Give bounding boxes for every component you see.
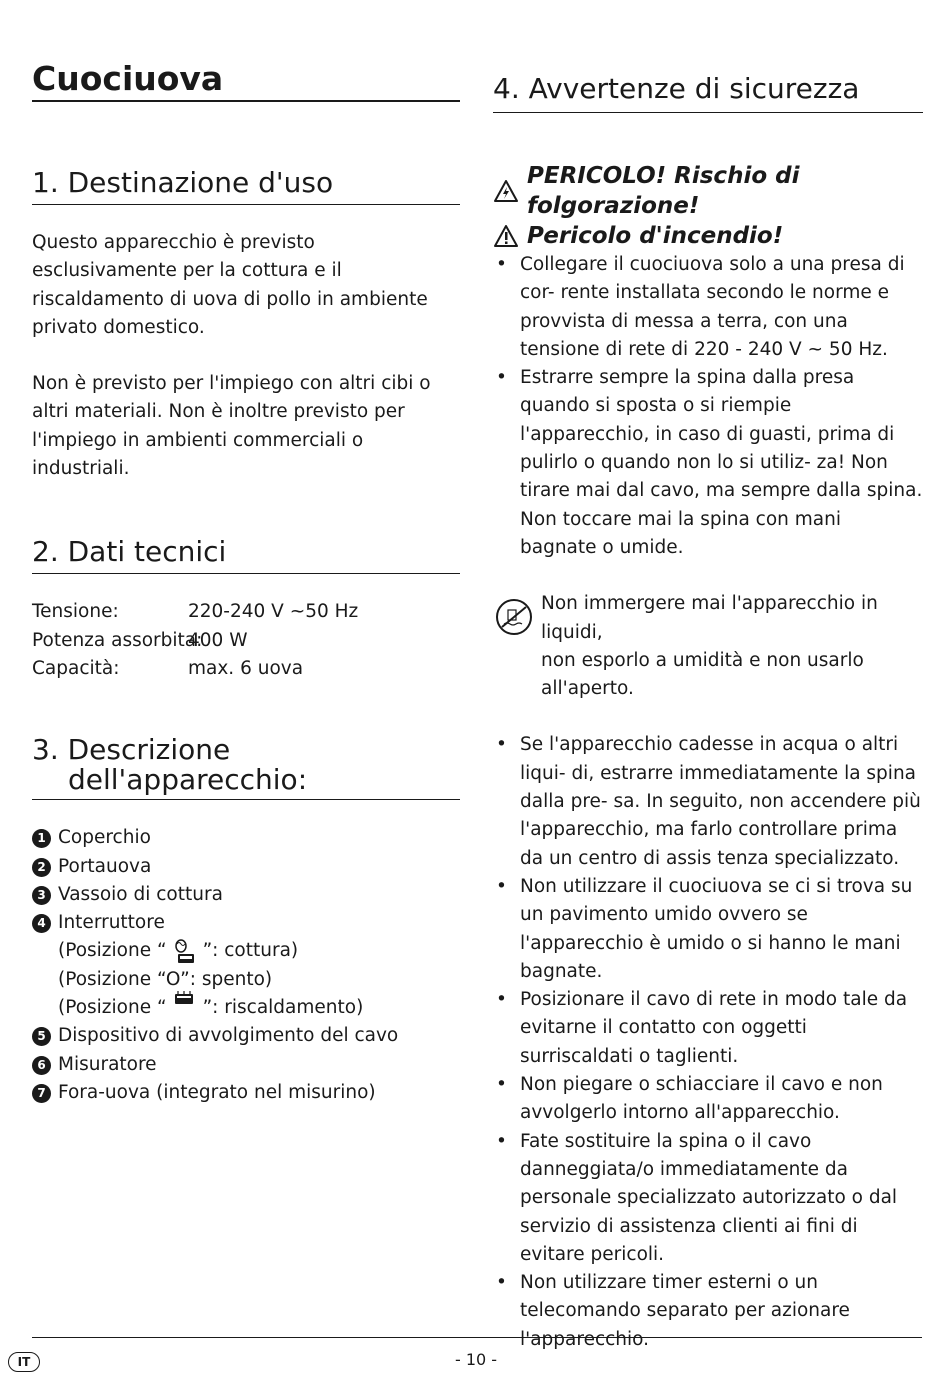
part-label: Coperchio bbox=[58, 827, 151, 849]
spec-value: 400 W bbox=[188, 629, 248, 651]
left-column bbox=[32, 58, 460, 1107]
switch-position-cook bbox=[32, 937, 460, 965]
language-badge: IT bbox=[8, 1352, 40, 1372]
bullet-text: Estrarre sempre la spina dalla presa quando si sposta o si riempie l'apparecchio, in caso di guasti, prima di pulirlo o quando non lo si utiliz- za! Non tirare mai dal cavo, ma sempre dalla spina. Non toccare mai la spina con mani bagnate o umide. bbox=[520, 367, 923, 558]
section-3-title bbox=[32, 735, 460, 800]
section-3-title-line2: dell'apparecchio: bbox=[68, 763, 308, 797]
part-label: Fora-uova (integrato nel misurino) bbox=[58, 1081, 376, 1103]
number-badge: 1 bbox=[32, 829, 51, 848]
keep-warm-icon bbox=[171, 990, 199, 1016]
section-1-title: 1. Destinazione d'uso bbox=[32, 166, 460, 205]
spec-value: 220-240 V ~50 Hz bbox=[188, 601, 359, 623]
list-item bbox=[32, 909, 460, 937]
high-voltage-warning-icon bbox=[493, 179, 519, 203]
part-label: Misuratore bbox=[58, 1053, 157, 1075]
bullet: • bbox=[496, 1074, 507, 1096]
warning-triangle-icon bbox=[493, 224, 519, 248]
list-item bbox=[32, 881, 460, 909]
no-immersion-notice bbox=[493, 590, 923, 703]
bullet-text: Posizionare il cavo di rete in modo tale da evitarne il contatto con oggetti surriscaldati o taglienti. bbox=[520, 989, 908, 1067]
immersion-line: non esporlo a umidità e non usarlo all'aperto. bbox=[541, 649, 864, 700]
number-badge: 6 bbox=[32, 1056, 51, 1075]
bullet-text: Non utilizzare il cuociuova se ci si trova su un pavimento umido ovvero se l'apparecchio è umido o si hanno le mani bagnate. bbox=[520, 875, 913, 982]
section-1-paragraph-1: Questo apparecchio è previsto esclusivamente per la cottura e il riscaldamento di uova di pollo in ambiente privato domestico. bbox=[32, 232, 428, 338]
specs-table bbox=[32, 598, 460, 683]
bullet-text: Fate sostituire la spina o il cavo danneggiata/o immediatamente da personale specializzato autorizzato o dal servizio di assistenza clienti ai fini di evitare pericoli. bbox=[520, 1130, 898, 1265]
switch-position-off: (Posizione “O”: spento) bbox=[58, 968, 273, 990]
list-item bbox=[493, 251, 923, 364]
immersion-line: Non immergere mai l'apparecchio in liquidi, bbox=[541, 593, 878, 643]
section-2-title: 2. Dati tecnici bbox=[32, 535, 460, 574]
list-item bbox=[32, 853, 460, 881]
number-badge: 5 bbox=[32, 1027, 51, 1046]
spec-label: Capacità: bbox=[32, 657, 120, 679]
part-label: Interruttore bbox=[58, 912, 165, 934]
position-prefix: (Posizione “ bbox=[58, 940, 167, 962]
no-immersion-icon bbox=[495, 598, 533, 636]
list-item bbox=[493, 986, 923, 1071]
safety-list-b bbox=[493, 731, 923, 1354]
bullet: • bbox=[496, 1272, 507, 1294]
switch-position-heat bbox=[32, 994, 460, 1022]
immersion-text bbox=[541, 590, 923, 703]
list-item bbox=[493, 364, 923, 562]
warning-text: Pericolo d'incendio! bbox=[527, 223, 784, 249]
list-item bbox=[32, 1079, 460, 1107]
list-item bbox=[493, 1128, 923, 1269]
list-item bbox=[493, 1071, 923, 1128]
warning-electric bbox=[493, 161, 923, 221]
spec-label: Tensione: bbox=[32, 601, 119, 623]
right-column bbox=[493, 72, 923, 1354]
section-3-title-line1: 3. Descrizione bbox=[32, 733, 231, 767]
section-4-title: 4. Avvertenze di sicurezza bbox=[493, 72, 923, 113]
parts-list-continued bbox=[32, 1022, 460, 1107]
part-label: Vassoio di cottura bbox=[58, 883, 223, 905]
bullet-text: Non piegare o schiacciare il cavo e non avvolgerlo intorno all'apparecchio. bbox=[520, 1074, 883, 1124]
document-title: Cuociuova bbox=[32, 58, 460, 102]
footer-divider bbox=[32, 1337, 922, 1338]
list-item bbox=[493, 1269, 923, 1354]
bullet: • bbox=[496, 254, 507, 275]
spec-label: Potenza assorbita: bbox=[32, 629, 203, 651]
spec-row bbox=[32, 627, 460, 655]
bullet: • bbox=[496, 875, 507, 897]
position-prefix: (Posizione “ bbox=[58, 997, 167, 1019]
bullet: • bbox=[496, 989, 507, 1011]
bullet-text: Se l'apparecchio cadesse in acqua o altri liqui- di, estrarre immediatamente la spina dalla pre- sa. In seguito, non accendere più l'apparecchio, ma farlo controllare prima da un centro di assis tenza specializzato. bbox=[520, 734, 921, 869]
spec-value: max. 6 uova bbox=[188, 657, 304, 679]
list-item bbox=[493, 873, 923, 986]
part-label: Portauova bbox=[58, 855, 152, 877]
warning-text: PERICOLO! Rischio di folgorazione! bbox=[527, 163, 800, 219]
position-suffix: ”: cottura) bbox=[202, 940, 299, 962]
number-badge: 4 bbox=[32, 914, 51, 933]
part-label: Dispositivo di avvolgimento del cavo bbox=[58, 1025, 399, 1047]
number-badge: 7 bbox=[32, 1084, 51, 1103]
parts-list bbox=[32, 824, 460, 937]
list-item bbox=[32, 824, 460, 852]
list-item bbox=[32, 1022, 460, 1050]
number-badge: 2 bbox=[32, 858, 51, 877]
number-badge: 3 bbox=[32, 886, 51, 905]
bullet-text: Collegare il cuociuova solo a una presa di cor- rente installata secondo le norme e provvista di messa a terra, con una tensione di rete di 220 - 240 V ~ 50 Hz. bbox=[520, 254, 905, 360]
bullet: • bbox=[496, 367, 507, 389]
list-item bbox=[493, 731, 923, 872]
spec-row bbox=[32, 598, 460, 626]
section-1-paragraph-2: Non è previsto per l'impiego con altri cibi o altri materiali. Non è inoltre previsto per l'impiego in ambienti commerciali o industriali. bbox=[32, 373, 431, 480]
bullet: • bbox=[496, 1130, 507, 1152]
page-number: - 10 - bbox=[454, 1350, 498, 1369]
bullet-text: Non utilizzare timer esterni o un telecomando separato per azionare l'apparecchio. bbox=[520, 1272, 850, 1350]
safety-list-a bbox=[493, 251, 923, 562]
warning-fire bbox=[493, 221, 923, 251]
bullet: • bbox=[496, 734, 507, 756]
egg-cooking-icon bbox=[171, 939, 199, 965]
spec-row bbox=[32, 655, 460, 683]
list-item bbox=[32, 1051, 460, 1079]
position-suffix: ”: riscaldamento) bbox=[202, 997, 364, 1019]
